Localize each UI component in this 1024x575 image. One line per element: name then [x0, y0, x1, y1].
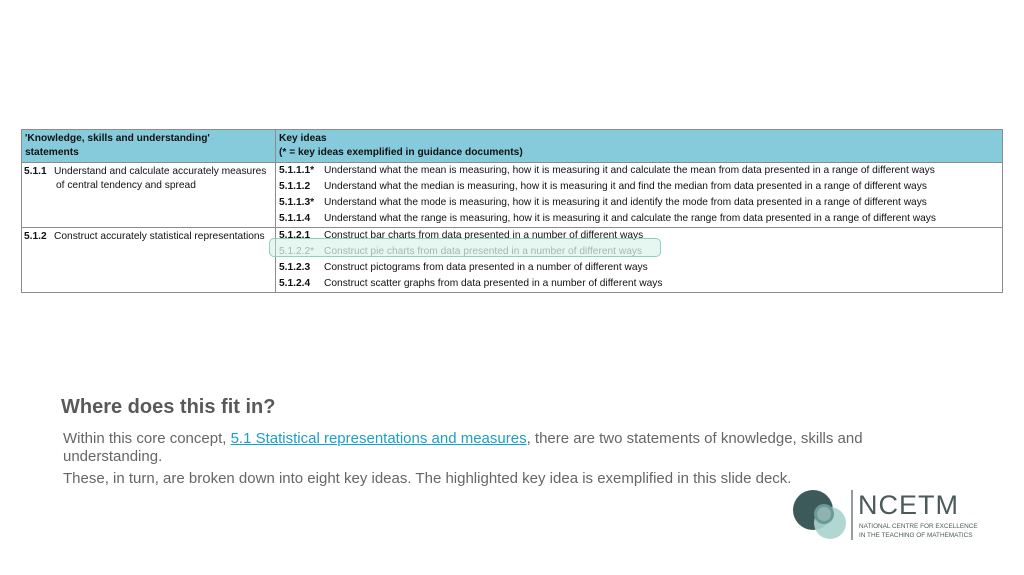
key-idea-text: Construct pictograms from data presented in a number of different ways: [324, 262, 648, 273]
header-statements-line1: 'Knowledge, skills and understanding': [25, 133, 210, 144]
header-key-ideas-line2: (* = key ideas exemplified in guidance documents): [279, 147, 523, 158]
statement-text-cont: of central tendency and spread: [56, 180, 196, 191]
header-statements-line2: statements: [25, 147, 79, 158]
key-ideas-cell: [276, 163, 1003, 228]
table-header-row: [22, 130, 1003, 163]
key-idea-text: Understand what the median is measuring, how it is measuring it and find the median from data presented in a range of different ways: [324, 181, 927, 192]
statement-text: Understand and calculate accurately measures: [54, 166, 267, 177]
key-idea-text: Understand what the mode is measuring, how it is measuring it and identify the mode from data presented in a range of different ways: [324, 197, 927, 208]
logo-line2: IN THE TEACHING OF MATHEMATICS: [859, 532, 973, 539]
section-title: Where does this fit in?: [61, 396, 276, 418]
key-idea-number: 5.1.1.1*: [279, 165, 315, 176]
ncetm-logo: [790, 487, 990, 543]
key-ideas-table: [21, 129, 1003, 293]
key-idea-row: [276, 179, 1002, 195]
key-idea-row: [276, 260, 1002, 276]
header-statements: [22, 130, 276, 163]
key-idea-row: [276, 211, 1002, 227]
intro-text-before: Within this core concept,: [63, 430, 231, 447]
key-idea-number: 5.1.2.1: [279, 230, 311, 241]
statement-number: 5.1.1: [24, 166, 47, 177]
key-idea-text: Construct bar charts from data presented in a number of different ways: [324, 230, 644, 241]
intro-paragraph: [63, 430, 943, 466]
statement-cell: [22, 228, 276, 293]
statement-text: Construct accurately statistical representations: [54, 231, 265, 242]
statement-number: 5.1.2: [24, 231, 47, 242]
key-idea-number: 5.1.2.3: [279, 262, 311, 273]
logo-wordmark: NCETM: [858, 490, 959, 520]
key-idea-text: Understand what the mean is measuring, how it is measuring it and calculate the mean from data presented in a range of different ways: [324, 165, 935, 176]
key-idea-number: 5.1.1.4: [279, 213, 311, 224]
intro-text-after: , there are two statements of knowledge, skills and understanding.: [63, 430, 863, 465]
ncetm-emblem-icon: [793, 490, 846, 539]
core-concept-link[interactable]: 5.1 Statistical representations and measures: [230, 430, 527, 447]
key-idea-row: [276, 163, 1002, 179]
header-key-ideas-line1: Key ideas: [279, 133, 327, 144]
key-idea-number: 5.1.2.4: [279, 278, 311, 289]
breakdown-paragraph: These, in turn, are broken down into eight key ideas. The highlighted key idea is exemplified in this slide deck.: [63, 470, 792, 487]
statement-cell: [22, 163, 276, 228]
key-idea-text: Understand what the range is measuring, how it is measuring it and calculate the range from data presented in a range of different ways: [324, 213, 936, 224]
key-idea-number: 5.1.2.2*: [279, 246, 315, 257]
header-key-ideas: [276, 130, 1003, 163]
highlight-box: [269, 238, 661, 257]
key-idea-number: 5.1.1.3*: [279, 197, 315, 208]
logo-line1: NATIONAL CENTRE FOR EXCELLENCE: [859, 523, 978, 530]
key-idea-row: [276, 276, 1002, 292]
key-idea-text: Construct pie charts from data presented in a number of different ways: [324, 246, 643, 257]
key-idea-row: [276, 195, 1002, 211]
key-idea-text: Construct scatter graphs from data presented in a number of different ways: [324, 278, 663, 289]
table-row: [22, 163, 1003, 228]
key-idea-number: 5.1.1.2: [279, 181, 311, 192]
